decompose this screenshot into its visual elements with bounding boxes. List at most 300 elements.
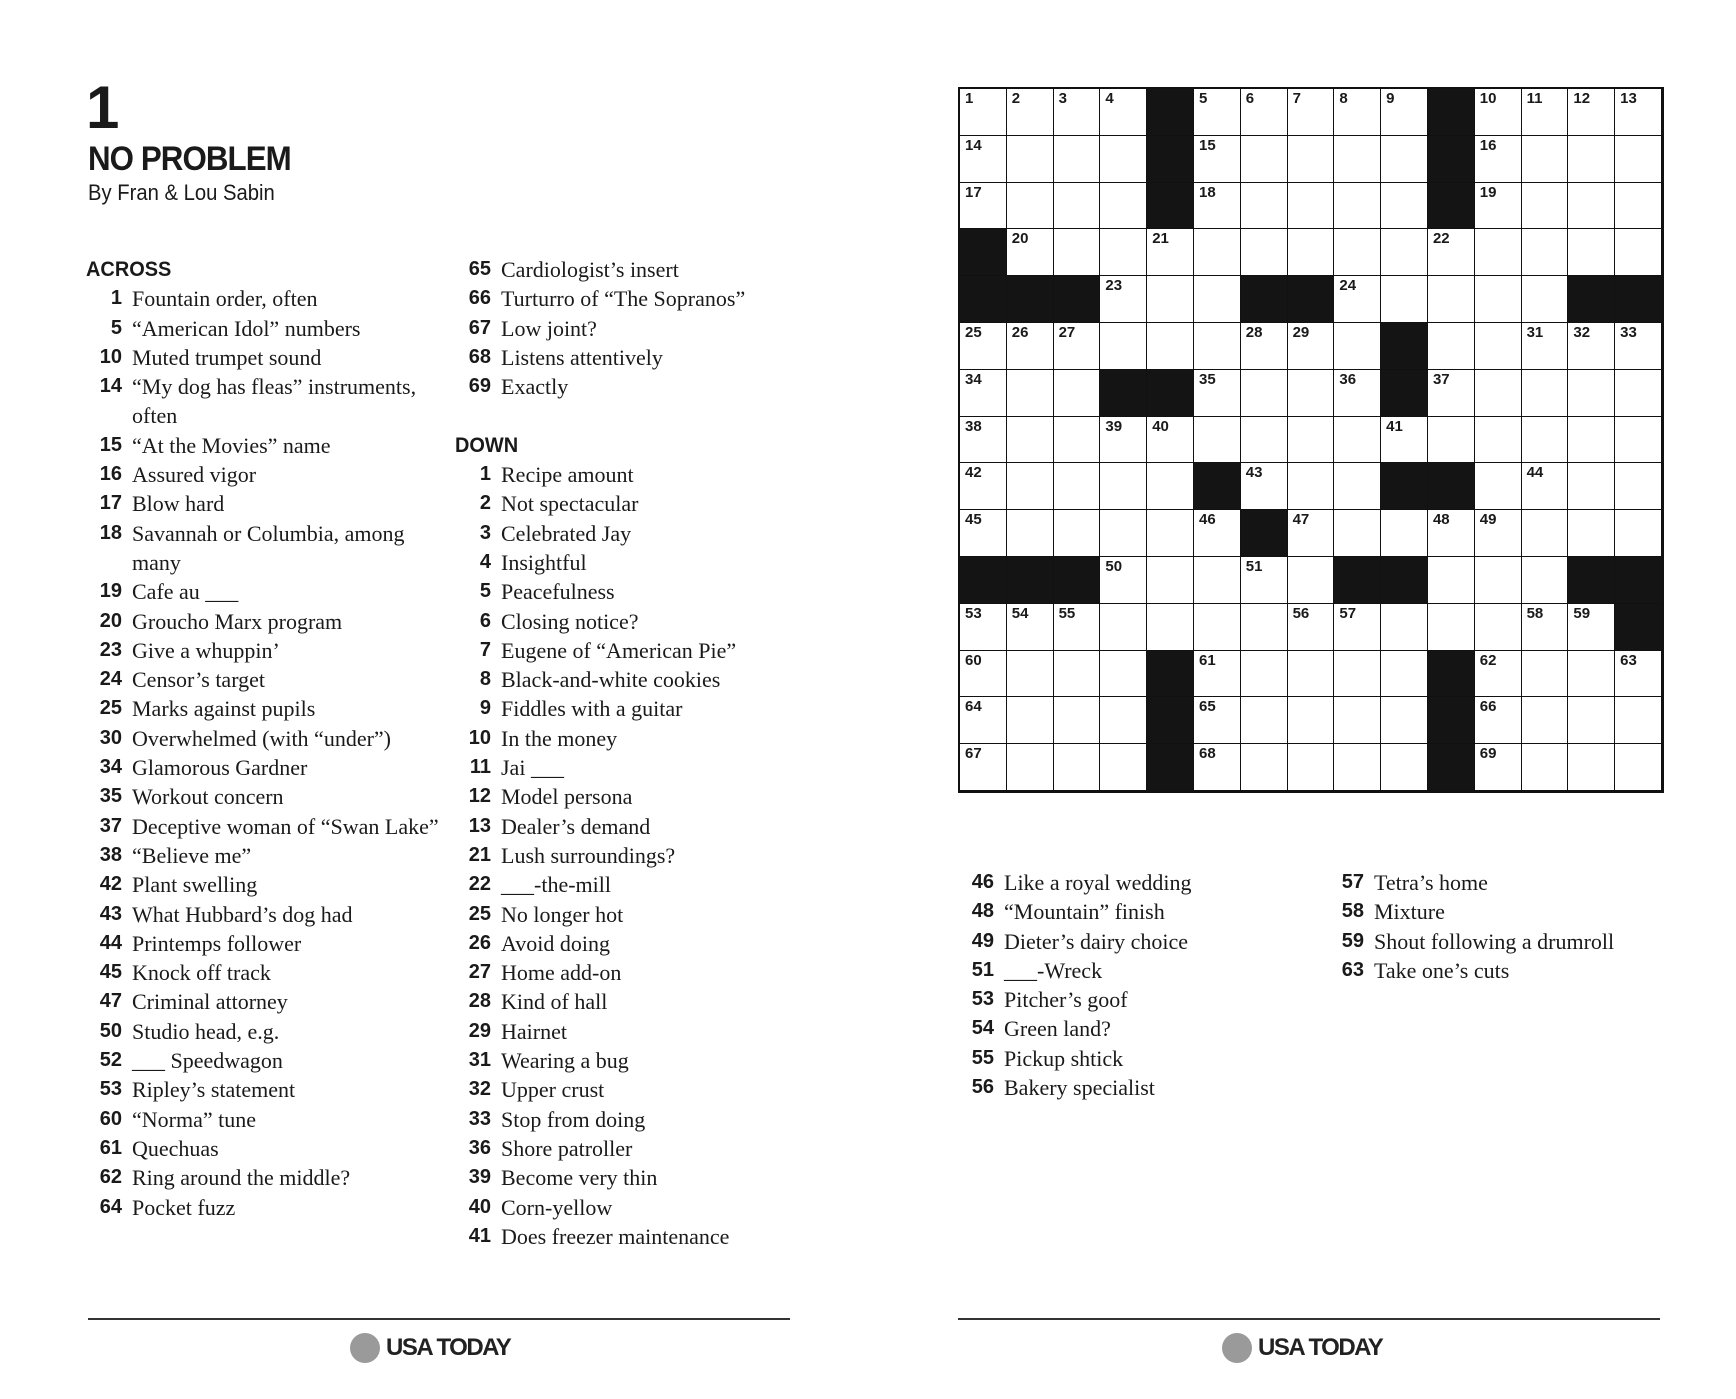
- grid-cell[interactable]: [1241, 183, 1288, 230]
- clue-number: 3: [479, 521, 491, 544]
- clue-text: Plant swelling: [132, 872, 258, 898]
- grid-cell[interactable]: [1147, 276, 1194, 323]
- grid-cell[interactable]: [1007, 370, 1054, 417]
- grid-cell[interactable]: [1288, 604, 1335, 651]
- grid-cell[interactable]: [1288, 417, 1335, 464]
- grid-cell[interactable]: [1054, 183, 1101, 230]
- grid-cell[interactable]: [1007, 417, 1054, 464]
- grid-cell[interactable]: [1241, 370, 1288, 417]
- clue-text: Model persona: [501, 784, 633, 810]
- grid-cell[interactable]: [1288, 463, 1335, 510]
- grid-cell[interactable]: [1381, 510, 1428, 557]
- grid-cell[interactable]: [1054, 744, 1101, 791]
- clue-text: ___-Wreck: [1004, 957, 1103, 983]
- clue-number: 18: [99, 521, 122, 544]
- cell-number: 1: [965, 90, 974, 107]
- grid-cell[interactable]: [1007, 183, 1054, 230]
- grid-cell[interactable]: [1007, 323, 1054, 370]
- clue-number: 43: [99, 902, 122, 925]
- grid-cell[interactable]: [1194, 417, 1241, 464]
- grid-cell[interactable]: [1194, 89, 1241, 136]
- grid-cell[interactable]: [1054, 463, 1101, 510]
- grid-cell[interactable]: [1100, 744, 1147, 791]
- grid-cell[interactable]: [1475, 276, 1522, 323]
- grid-cell[interactable]: [1288, 370, 1335, 417]
- grid-cell[interactable]: [1522, 697, 1569, 744]
- clue-number: 32: [468, 1078, 491, 1101]
- grid-cell[interactable]: [1428, 557, 1475, 604]
- grid-cell[interactable]: [1054, 604, 1101, 651]
- grid-cell[interactable]: [1241, 323, 1288, 370]
- grid-cell[interactable]: [1007, 229, 1054, 276]
- down-clue: [958, 956, 1318, 985]
- grid-cell[interactable]: [1007, 89, 1054, 136]
- grid-cell[interactable]: [960, 651, 1007, 698]
- crossword-grid: [958, 87, 1664, 793]
- grid-cell[interactable]: [1334, 370, 1381, 417]
- grid-cell[interactable]: [1475, 323, 1522, 370]
- grid-block: [960, 276, 1007, 323]
- grid-cell[interactable]: [1100, 604, 1147, 651]
- grid-cell[interactable]: [1288, 510, 1335, 557]
- grid-cell[interactable]: [1241, 651, 1288, 698]
- grid-cell[interactable]: [1334, 89, 1381, 136]
- grid-cell[interactable]: [1334, 510, 1381, 557]
- grid-cell[interactable]: [1054, 417, 1101, 464]
- grid-cell[interactable]: [1381, 604, 1428, 651]
- grid-cell[interactable]: [1194, 229, 1241, 276]
- clue-number: 40: [468, 1195, 491, 1218]
- grid-cell[interactable]: [1194, 557, 1241, 604]
- grid-cell[interactable]: [960, 510, 1007, 557]
- grid-cell[interactable]: [1522, 276, 1569, 323]
- grid-cell[interactable]: [1568, 323, 1615, 370]
- grid-cell[interactable]: [1007, 651, 1054, 698]
- grid-cell[interactable]: [1334, 604, 1381, 651]
- grid-cell[interactable]: [1568, 510, 1615, 557]
- grid-cell[interactable]: [1100, 417, 1147, 464]
- down-clue: [958, 1014, 1318, 1043]
- clue-number: 5: [110, 316, 122, 339]
- clue-number: 24: [99, 668, 122, 691]
- grid-cell[interactable]: [1054, 136, 1101, 183]
- clue-number: 7: [479, 638, 491, 661]
- grid-cell[interactable]: [1522, 463, 1569, 510]
- grid-cell[interactable]: [1522, 229, 1569, 276]
- down-clue: [1328, 927, 1708, 956]
- clue-number: 30: [99, 726, 122, 749]
- clue-text: Marks against pupils: [132, 696, 316, 722]
- grid-cell[interactable]: [1428, 370, 1475, 417]
- clue-number: 50: [99, 1019, 122, 1042]
- grid-cell[interactable]: [1568, 463, 1615, 510]
- logo-dot-icon: [1222, 1333, 1252, 1363]
- across-clue: [86, 900, 446, 929]
- cell-number: 32: [1573, 323, 1591, 341]
- grid-cell[interactable]: [1054, 651, 1101, 698]
- grid-cell[interactable]: [1475, 651, 1522, 698]
- grid-cell[interactable]: [1194, 323, 1241, 370]
- grid-cell[interactable]: [1100, 557, 1147, 604]
- clue-number: 13: [468, 814, 491, 837]
- grid-cell[interactable]: [1568, 370, 1615, 417]
- grid-cell[interactable]: [960, 323, 1007, 370]
- clue-number: 63: [1341, 958, 1364, 981]
- down-clue: [455, 958, 815, 987]
- across-clue: [86, 1163, 446, 1192]
- grid-cell[interactable]: [1568, 417, 1615, 464]
- grid-cell[interactable]: [1100, 510, 1147, 557]
- grid-cell[interactable]: [1568, 183, 1615, 230]
- grid-cell[interactable]: [1522, 136, 1569, 183]
- cell-number: 41: [1386, 417, 1403, 435]
- grid-cell[interactable]: [1100, 136, 1147, 183]
- clue-text: Eugene of “American Pie”: [501, 637, 737, 663]
- across-clue-list: [86, 284, 446, 1222]
- grid-cell[interactable]: [1007, 463, 1054, 510]
- grid-cell[interactable]: [1288, 229, 1335, 276]
- down-clue: [1328, 956, 1708, 985]
- grid-cell[interactable]: [1194, 276, 1241, 323]
- cell-number: 4: [1105, 90, 1114, 107]
- grid-cell[interactable]: [1054, 229, 1101, 276]
- grid-cell[interactable]: [960, 89, 1007, 136]
- grid-cell[interactable]: [1428, 417, 1475, 464]
- grid-cell[interactable]: [1100, 183, 1147, 230]
- grid-cell[interactable]: [1475, 744, 1522, 791]
- clue-number: 26: [468, 931, 491, 954]
- grid-cell[interactable]: [1288, 183, 1335, 230]
- clue-number: 25: [99, 697, 122, 720]
- grid-cell[interactable]: [1428, 229, 1475, 276]
- grid-cell[interactable]: [1288, 697, 1335, 744]
- grid-cell[interactable]: [1241, 417, 1288, 464]
- cell-number: 5: [1198, 90, 1208, 107]
- cell-number: 14: [965, 136, 982, 154]
- clue-number: 48: [971, 900, 994, 923]
- grid-cell[interactable]: [1194, 370, 1241, 417]
- grid-cell[interactable]: [1334, 697, 1381, 744]
- grid-cell[interactable]: [1241, 463, 1288, 510]
- grid-block: [1007, 557, 1054, 604]
- grid-cell[interactable]: [1288, 557, 1335, 604]
- grid-cell[interactable]: [1475, 697, 1522, 744]
- clue-text: Criminal attorney: [132, 989, 288, 1015]
- grid-block: [1428, 651, 1475, 698]
- grid-block: [1381, 370, 1428, 417]
- grid-cell[interactable]: [960, 744, 1007, 791]
- cell-number: 16: [1479, 136, 1497, 154]
- across-clue: [86, 929, 446, 958]
- grid-cell[interactable]: [1288, 651, 1335, 698]
- grid-cell[interactable]: [1288, 89, 1335, 136]
- clue-text: In the money: [501, 725, 618, 751]
- grid-cell[interactable]: [1522, 744, 1569, 791]
- grid-cell[interactable]: [1381, 276, 1428, 323]
- across-clue: [455, 284, 815, 313]
- grid-cell[interactable]: [1522, 510, 1569, 557]
- down-clue: [1328, 897, 1708, 926]
- grid-cell[interactable]: [1007, 697, 1054, 744]
- grid-cell[interactable]: [1147, 604, 1194, 651]
- grid-cell[interactable]: [1100, 276, 1147, 323]
- grid-cell[interactable]: [1615, 510, 1662, 557]
- grid-cell[interactable]: [1522, 323, 1569, 370]
- clue-number: 37: [99, 814, 122, 837]
- grid-cell[interactable]: [1475, 183, 1522, 230]
- grid-cell[interactable]: [1147, 557, 1194, 604]
- grid-cell[interactable]: [1615, 229, 1662, 276]
- grid-cell[interactable]: [1334, 417, 1381, 464]
- down-clue: [455, 1222, 815, 1251]
- grid-cell[interactable]: [1194, 697, 1241, 744]
- grid-cell[interactable]: [1288, 744, 1335, 791]
- grid-cell[interactable]: [1475, 136, 1522, 183]
- cell-number: 45: [965, 511, 982, 529]
- grid-cell[interactable]: [1334, 744, 1381, 791]
- grid-cell[interactable]: [960, 417, 1007, 464]
- grid-cell[interactable]: [1100, 323, 1147, 370]
- grid-cell[interactable]: [1568, 136, 1615, 183]
- grid-cell[interactable]: [1428, 510, 1475, 557]
- grid-cell[interactable]: [1288, 323, 1335, 370]
- grid-block: [1241, 276, 1288, 323]
- grid-cell[interactable]: [1334, 651, 1381, 698]
- grid-cell[interactable]: [960, 604, 1007, 651]
- down-heading: DOWN: [455, 433, 519, 457]
- grid-cell[interactable]: [1147, 510, 1194, 557]
- grid-cell[interactable]: [1475, 463, 1522, 510]
- grid-cell[interactable]: [1054, 697, 1101, 744]
- clue-text: Lush surroundings?: [501, 842, 676, 868]
- grid-cell[interactable]: [1334, 463, 1381, 510]
- clue-text: Ripley’s statement: [132, 1077, 296, 1103]
- grid-cell[interactable]: [1381, 697, 1428, 744]
- grid-cell[interactable]: [1054, 510, 1101, 557]
- grid-cell[interactable]: [1475, 229, 1522, 276]
- grid-cell[interactable]: [1007, 744, 1054, 791]
- grid-cell[interactable]: [1100, 697, 1147, 744]
- down-clue: [455, 1075, 815, 1104]
- clue-text: Does freezer maintenance: [501, 1223, 730, 1249]
- grid-cell[interactable]: [1334, 183, 1381, 230]
- across-clue: [86, 1075, 446, 1104]
- grid-cell[interactable]: [1381, 651, 1428, 698]
- cell-number: 20: [1011, 230, 1029, 248]
- grid-cell[interactable]: [1241, 604, 1288, 651]
- clue-text: Groucho Marx program: [132, 608, 343, 634]
- grid-cell[interactable]: [1100, 651, 1147, 698]
- grid-cell[interactable]: [1334, 229, 1381, 276]
- cell-number: 61: [1198, 651, 1216, 669]
- footer-rule-right: [958, 1318, 1660, 1320]
- grid-cell[interactable]: [1007, 510, 1054, 557]
- grid-cell[interactable]: [1615, 417, 1662, 464]
- puzzle-number: 1: [86, 74, 118, 141]
- cell-number: 43: [1245, 464, 1263, 482]
- grid-cell[interactable]: [1334, 276, 1381, 323]
- across-clue: [86, 812, 446, 841]
- grid-cell[interactable]: [1475, 510, 1522, 557]
- grid-cell[interactable]: [1615, 697, 1662, 744]
- grid-cell[interactable]: [1522, 557, 1569, 604]
- grid-cell[interactable]: [1147, 323, 1194, 370]
- grid-block: [1334, 557, 1381, 604]
- grid-cell[interactable]: [1100, 463, 1147, 510]
- grid-cell[interactable]: [1428, 276, 1475, 323]
- cell-number: 59: [1573, 604, 1591, 622]
- down-clue-list: [455, 460, 815, 1251]
- grid-cell[interactable]: [1615, 744, 1662, 791]
- grid-cell[interactable]: [960, 463, 1007, 510]
- grid-cell[interactable]: [1381, 136, 1428, 183]
- grid-cell[interactable]: [1615, 136, 1662, 183]
- grid-cell[interactable]: [1615, 463, 1662, 510]
- clue-number: 69: [468, 375, 491, 398]
- grid-cell[interactable]: [1615, 89, 1662, 136]
- cell-number: 11: [1526, 90, 1543, 107]
- clue-number: 45: [99, 961, 122, 984]
- down-clue: [455, 1046, 815, 1075]
- grid-cell[interactable]: [1615, 183, 1662, 230]
- grid-cell[interactable]: [1147, 229, 1194, 276]
- grid-cell[interactable]: [1522, 417, 1569, 464]
- grid-cell[interactable]: [960, 370, 1007, 417]
- cell-number: 50: [1105, 557, 1123, 575]
- grid-cell[interactable]: [1381, 89, 1428, 136]
- grid-cell[interactable]: [1381, 229, 1428, 276]
- grid-cell[interactable]: [1428, 323, 1475, 370]
- grid-cell[interactable]: [1568, 651, 1615, 698]
- grid-cell[interactable]: [960, 183, 1007, 230]
- grid-cell[interactable]: [1054, 370, 1101, 417]
- grid-cell[interactable]: [1381, 744, 1428, 791]
- clue-number: 56: [971, 1076, 994, 1099]
- clue-number: 31: [468, 1049, 491, 1072]
- grid-cell[interactable]: [1522, 183, 1569, 230]
- grid-cell[interactable]: [1475, 89, 1522, 136]
- down-clue: [455, 1163, 815, 1192]
- clue-text: Become very thin: [501, 1165, 658, 1191]
- grid-cell[interactable]: [1568, 229, 1615, 276]
- grid-cell[interactable]: [1475, 557, 1522, 604]
- clue-number: 29: [468, 1019, 491, 1042]
- clue-text: Exactly: [501, 374, 569, 400]
- logo-text: USA TODAY: [1258, 1334, 1383, 1361]
- grid-cell[interactable]: [1147, 463, 1194, 510]
- cell-number: 3: [1058, 90, 1067, 107]
- grid-cell[interactable]: [1522, 604, 1569, 651]
- grid-cell[interactable]: [1241, 229, 1288, 276]
- grid-cell[interactable]: [1568, 89, 1615, 136]
- down-clue: [455, 841, 815, 870]
- clue-text: Kind of hall: [501, 989, 608, 1015]
- down-clue: [958, 927, 1318, 956]
- grid-cell[interactable]: [1194, 651, 1241, 698]
- clue-text: Pocket fuzz: [132, 1194, 236, 1220]
- cell-number: 51: [1245, 557, 1263, 575]
- grid-cell[interactable]: [1007, 136, 1054, 183]
- grid-cell[interactable]: [1054, 89, 1101, 136]
- down-clue: [958, 897, 1318, 926]
- grid-cell[interactable]: [1194, 136, 1241, 183]
- clue-number: 52: [99, 1049, 122, 1072]
- grid-cell[interactable]: [1241, 697, 1288, 744]
- grid-cell[interactable]: [1194, 510, 1241, 557]
- grid-cell[interactable]: [1100, 229, 1147, 276]
- grid-cell[interactable]: [1568, 697, 1615, 744]
- grid-cell[interactable]: [1568, 604, 1615, 651]
- grid-cell[interactable]: [1241, 557, 1288, 604]
- grid-cell[interactable]: [1194, 604, 1241, 651]
- grid-cell[interactable]: [1100, 89, 1147, 136]
- grid-cell[interactable]: [1007, 604, 1054, 651]
- across-clue: [86, 870, 446, 899]
- grid-cell[interactable]: [960, 697, 1007, 744]
- clue-column-4: [1328, 868, 1708, 985]
- across-clue: [86, 958, 446, 987]
- cell-number: 8: [1339, 90, 1348, 107]
- grid-cell[interactable]: [1475, 417, 1522, 464]
- grid-cell[interactable]: [1334, 136, 1381, 183]
- grid-cell[interactable]: [1522, 370, 1569, 417]
- grid-cell[interactable]: [1288, 136, 1335, 183]
- down-clue: [455, 987, 815, 1016]
- down-clue: [455, 636, 815, 665]
- down-clue: [455, 900, 815, 929]
- clue-text: Stop from doing: [501, 1106, 646, 1132]
- grid-block: [1288, 276, 1335, 323]
- clue-text: Mixture: [1374, 899, 1445, 925]
- grid-cell[interactable]: [1147, 417, 1194, 464]
- across-clue: [455, 372, 815, 401]
- grid-cell[interactable]: [1615, 323, 1662, 370]
- grid-cell[interactable]: [1241, 744, 1288, 791]
- down-clue: [455, 460, 815, 489]
- grid-cell[interactable]: [1194, 744, 1241, 791]
- grid-cell[interactable]: [1522, 89, 1569, 136]
- across-clue: [86, 1017, 446, 1046]
- grid-cell[interactable]: [1381, 417, 1428, 464]
- down-clue: [455, 1193, 815, 1222]
- cell-number: 22: [1432, 230, 1450, 248]
- grid-cell[interactable]: [1615, 651, 1662, 698]
- grid-cell[interactable]: [1334, 323, 1381, 370]
- cell-number: 63: [1620, 651, 1637, 669]
- clue-text: Assured vigor: [132, 462, 257, 488]
- grid-cell[interactable]: [1428, 604, 1475, 651]
- grid-cell[interactable]: [1615, 370, 1662, 417]
- clue-text: Upper crust: [501, 1077, 605, 1103]
- cell-number: 44: [1526, 464, 1544, 482]
- grid-cell[interactable]: [960, 136, 1007, 183]
- grid-cell[interactable]: [1568, 744, 1615, 791]
- grid-cell[interactable]: [1054, 323, 1101, 370]
- grid-cell[interactable]: [1241, 89, 1288, 136]
- usa-today-logo-left: [350, 1333, 510, 1363]
- grid-cell[interactable]: [1522, 651, 1569, 698]
- grid-cell[interactable]: [1475, 604, 1522, 651]
- grid-cell[interactable]: [1241, 136, 1288, 183]
- grid-cell[interactable]: [1475, 370, 1522, 417]
- grid-cell[interactable]: [1194, 183, 1241, 230]
- across-clue: [86, 343, 446, 372]
- cell-number: 66: [1479, 698, 1497, 716]
- clue-text: “Norma” tune: [132, 1106, 256, 1132]
- clue-number: 46: [971, 871, 994, 893]
- clue-number: 55: [971, 1046, 994, 1069]
- grid-cell[interactable]: [1381, 183, 1428, 230]
